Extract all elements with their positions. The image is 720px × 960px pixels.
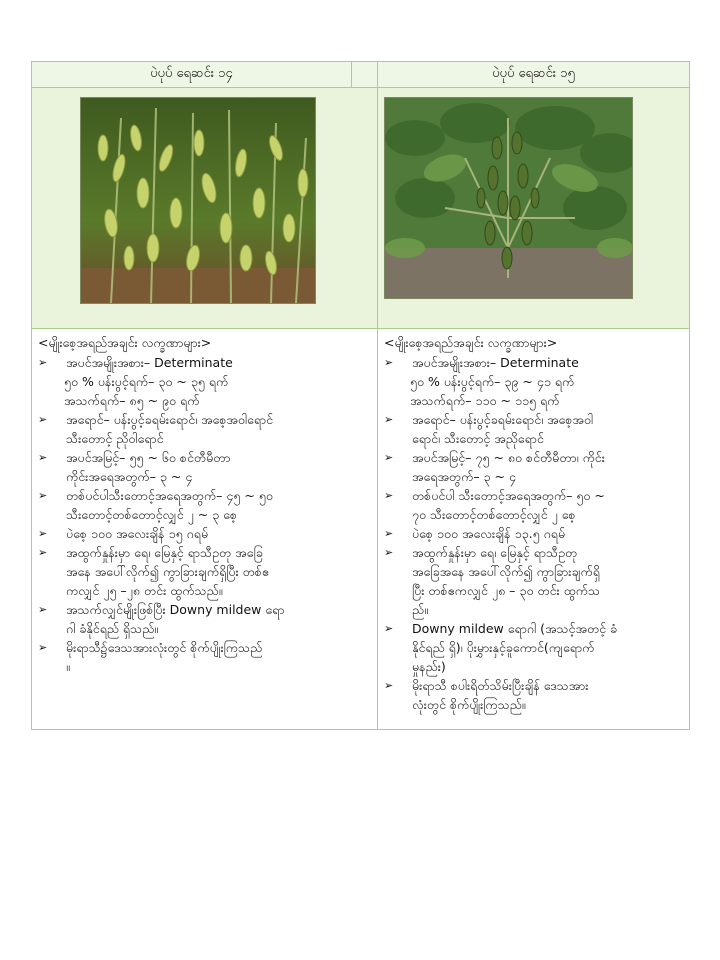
photo-cell-right [378, 88, 690, 329]
characteristic-line: ပြီး တစ်ဧကလျှင် ၂၈ – ၃၀ တင်း ထွက်သ [412, 583, 601, 598]
characteristic-item [382, 410, 685, 448]
characteristic-line: အပင်အမြင့်– ၅၅ ~ ၆၀ စင်တီမီတာ [66, 450, 231, 465]
characteristic-line: အပင်အမျိုးအစား– Determinate [66, 355, 233, 370]
arrow-bullet-icon: ➢ [384, 622, 394, 635]
characteristic-line: ၅၀ % ပန်းပွင့်ရက်– ၃၀ ~ ၃၅ ရက် [64, 374, 229, 389]
characteristic-item [36, 543, 373, 600]
photo-cell-left [32, 88, 378, 329]
description-cell-right [378, 329, 690, 730]
soybean-pods-closeup-icon [81, 98, 315, 303]
characteristics-left [32, 329, 377, 676]
characteristic-line: အထွက်နှုန်းမှာ ရေ၊ မြေနှင့် ရာသီဥတု [412, 545, 578, 560]
characteristics-heading: <မျိုးစေ့အရည်အချင်း လက္ခဏာများ> [38, 335, 212, 350]
characteristic-plain [382, 372, 685, 410]
characteristic-item [36, 524, 373, 543]
soybean-plant-field-icon [385, 98, 632, 298]
characteristic-line: အထွက်နှုန်းမှာ ရေ၊ မြေနှင့် ရာသီဥတု အခြေ [66, 545, 263, 560]
characteristic-item [382, 353, 685, 372]
description-row [32, 329, 690, 730]
arrow-bullet-icon: ➢ [38, 527, 48, 540]
characteristic-line: မှုနည်း) [412, 659, 446, 674]
characteristic-line: အခြေအနေ အပေါ်လိုက်၍ ကွာခြားချက်ရှိ [412, 564, 600, 579]
description-cell-left [32, 329, 378, 730]
arrow-bullet-icon: ➢ [38, 451, 48, 464]
characteristic-line: အရောင်– ပန်းပွင့်ခရမ်းရောင်၊ အစေ့အဝါရောင် [66, 412, 274, 427]
characteristic-line: ကိုင်းအရေအတွက်– ၃ ~ ၄ [66, 469, 193, 484]
characteristic-item [382, 676, 685, 714]
characteristic-item [36, 486, 373, 524]
characteristic-item [36, 600, 373, 638]
characteristic-line: ပဲစေ့ ၁၀၀ အလေးချိန် ၁၅ ဂရမ် [66, 526, 209, 541]
characteristic-line: အသက်လျှင်မျိုးဖြစ်ပြီး Downy mildew ရော [66, 602, 285, 617]
characteristic-line: ဂါ ခံနိုင်ရည် ရှိသည်။ [66, 621, 159, 636]
variety-comparison-table [31, 61, 690, 730]
characteristic-line: နိုင်ရည် ရှိ)၊ ပိုးမွှားနှင့်ခူကောင်(ကျရောက် [412, 640, 595, 655]
header-row [32, 62, 690, 88]
arrow-bullet-icon: ➢ [384, 527, 394, 540]
characteristic-item [382, 486, 685, 524]
arrow-bullet-icon: ➢ [38, 356, 48, 369]
characteristic-line: အပင်အမြင့်– ၇၅ ~ ၈၀ စင်တီမီတာ၊ ကိုင်း [412, 450, 605, 465]
characteristic-line: အနေ အပေါ်လိုက်၍ ကွာခြားချက်ရှိပြီး တစ်ဧ [66, 564, 269, 579]
characteristic-line: အရေအတွက်– ၃ ~ ၄ [412, 469, 517, 484]
arrow-bullet-icon: ➢ [38, 603, 48, 616]
characteristics-heading: <မျိုးစေ့အရည်အချင်း လက္ခဏာများ> [384, 335, 558, 350]
arrow-bullet-icon: ➢ [384, 546, 394, 559]
characteristic-line: လုံးတွင် စိုက်ပျိုးကြသည်။ [412, 697, 526, 712]
arrow-bullet-icon: ➢ [38, 489, 48, 502]
arrow-bullet-icon: ➢ [38, 413, 48, 426]
characteristic-line: ရောင်၊ သီးတောင့် အညိုရောင် [412, 431, 544, 446]
photo-row [32, 88, 690, 329]
arrow-bullet-icon: ➢ [384, 413, 394, 426]
characteristic-line: ၇၀ သီးတောင့်တစ်တောင့်လျှင် ၂ စေ့ [412, 507, 576, 522]
characteristic-plain [36, 372, 373, 410]
arrow-bullet-icon: ➢ [384, 679, 394, 692]
characteristic-line: ။ [66, 659, 70, 674]
arrow-bullet-icon: ➢ [384, 489, 394, 502]
characteristic-line: ပဲစေ့ ၁၀၀ အလေးချိန် ၁၃.၅ ဂရမ် [412, 526, 566, 541]
characteristic-line: မိုးရာသီ၌ဒေသအားလုံးတွင် စိုက်ပျိုးကြသည် [66, 640, 263, 655]
characteristic-line: ၅၀ % ပန်းပွင့်ရက်– ၃၉ ~ ၄၁ ရက် [410, 374, 575, 389]
arrow-bullet-icon: ➢ [38, 546, 48, 559]
characteristic-item [36, 353, 373, 372]
characteristic-line: အသက်ရက်– ၁၁၀ ~ ၁၁၅ ရက် [410, 393, 560, 408]
column-title-left: ပဲပုပ် ရေဆင်း ၁၄ [32, 62, 352, 88]
arrow-bullet-icon: ➢ [384, 356, 394, 369]
characteristic-item [382, 524, 685, 543]
soybean-pods-photo [80, 97, 316, 304]
characteristic-item [36, 638, 373, 676]
characteristic-item [36, 410, 373, 448]
characteristic-line: ည်။ [412, 602, 428, 617]
characteristic-item [382, 543, 685, 619]
characteristic-line: မိုးရာသီ စပါးရိတ်သိမ်းပြီးချိန် ဒေသအား [412, 678, 589, 693]
characteristic-line: အရောင်– ပန်းပွင့်ခရမ်းရောင်၊ အစေ့အဝါ [412, 412, 594, 427]
characteristic-item [382, 619, 685, 676]
characteristic-line: သီးတောင့်တစ်တောင့်လျှင် ၂ ~ ၃ စေ့ [66, 507, 237, 522]
characteristic-item [382, 448, 685, 486]
characteristics-right [378, 329, 689, 714]
characteristic-item [36, 448, 373, 486]
characteristic-line: သီးတောင့် ညိုဝါရောင် [66, 431, 164, 446]
characteristic-line: တစ်ပင်ပါ သီးတောင့်အရေအတွက်– ၅၀ ~ [412, 488, 605, 503]
characteristic-line: တစ်ပင်ပါသီးတောင့်အရေအတွက်– ၄၅ ~ ၅၀ [66, 488, 273, 503]
arrow-bullet-icon: ➢ [38, 641, 48, 654]
arrow-bullet-icon: ➢ [384, 451, 394, 464]
characteristic-line: Downy mildew ရောဂါ (အသင့်အတင့် ခံ [412, 621, 618, 636]
soybean-plant-photo [384, 97, 633, 299]
column-title-right: ပဲပုပ် ရေဆင်း ၁၅ [378, 62, 690, 88]
spacer-cell [352, 62, 378, 88]
characteristic-line: အပင်အမျိုးအစား– Determinate [412, 355, 579, 370]
characteristic-line: ကလျှင် ၂၅ –၂၈ တင်း ထွက်သည်။ [66, 583, 223, 598]
characteristic-line: အသက်ရက်– ၈၅ ~ ၉၀ ရက် [64, 393, 200, 408]
